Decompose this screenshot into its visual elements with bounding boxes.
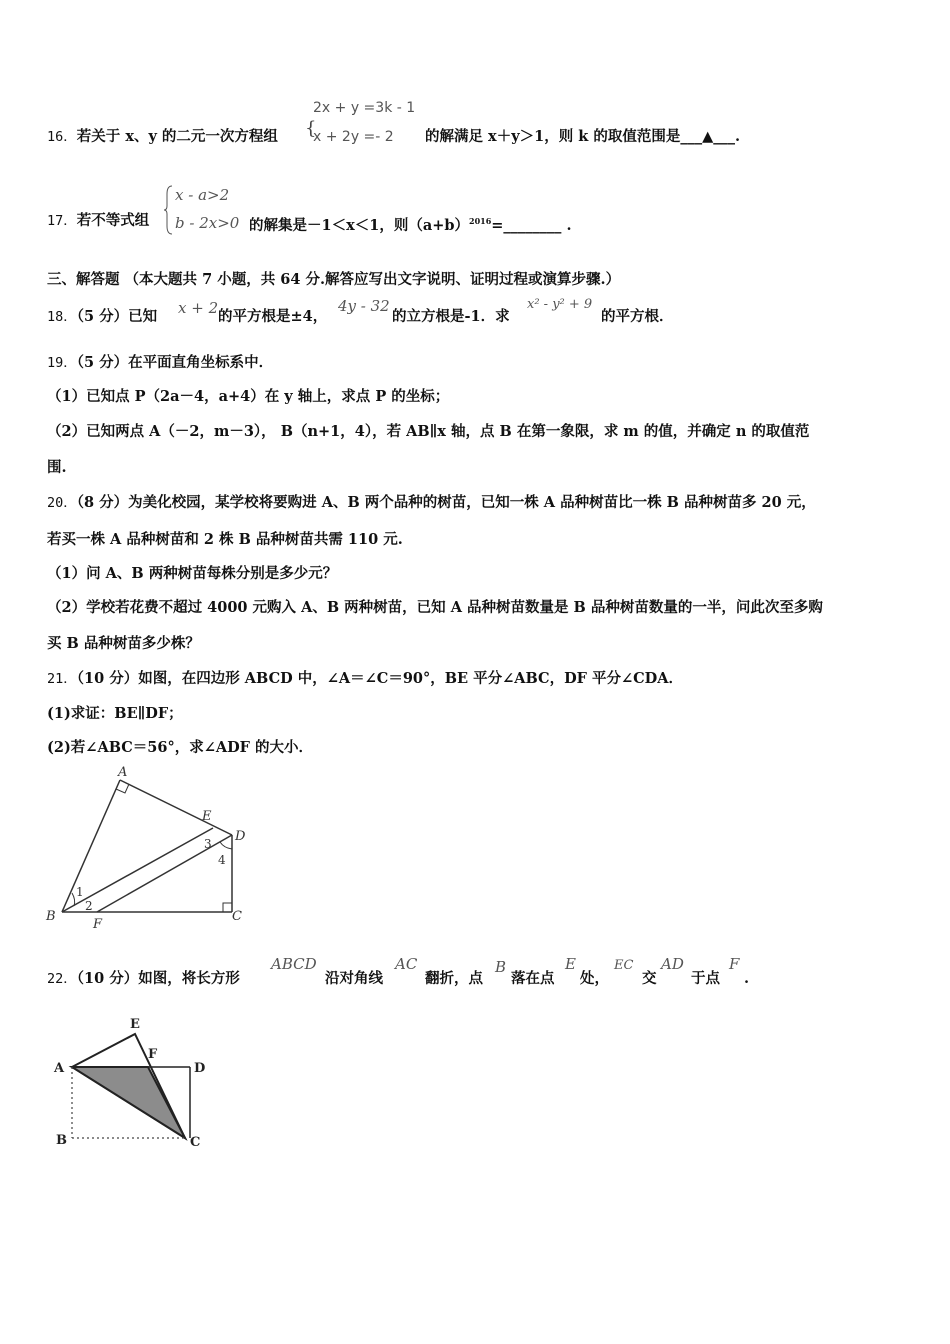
- q17-sup: 2016: [469, 216, 492, 226]
- q22-label-a: A: [54, 1061, 65, 1076]
- question-20: [47, 493, 816, 513]
- q17-eq2: b - 2x>0: [175, 214, 240, 232]
- q22-t5: 交: [642, 970, 657, 987]
- q21-label-d: D: [235, 829, 246, 844]
- q22-math-f: F: [729, 955, 740, 973]
- q20-line1: （8 分）为美化校园，某学校将要购进 A、B 两个品种的树苗，已知一株 A 品种树苗比一株 B 品种树苗多 20 元，: [76, 494, 816, 511]
- q18-t3: 的平方根．: [601, 308, 674, 325]
- q21-right-angle-c: [223, 903, 232, 912]
- q22-end: .: [744, 970, 750, 987]
- q16-eq1: 2x + y =3k - 1: [313, 100, 416, 116]
- q21-angle-arc-d: [220, 842, 232, 849]
- q18-number: 18．: [47, 309, 77, 325]
- q16-number: 16．: [47, 129, 77, 145]
- q22-math-ec: EC: [614, 958, 634, 973]
- question-18: [47, 307, 157, 327]
- q21-label-1: 1: [76, 885, 84, 899]
- q17-post-line: [249, 211, 572, 236]
- q20-line2: 若买一株 A 品种树苗和 2 株 B 品种树苗共需 110 元.: [47, 531, 403, 548]
- q21-label-e: E: [202, 809, 212, 824]
- q22-number: 22．: [47, 971, 77, 987]
- q18-score: （5 分）已知: [76, 308, 158, 325]
- q17-brace: [164, 184, 174, 236]
- q22-figure: [50, 1012, 220, 1152]
- q22-math-abcd: ABCD: [271, 955, 317, 973]
- q21-figure: [40, 762, 260, 932]
- q22-label-e: E: [130, 1017, 140, 1032]
- q19-number: 19．: [47, 355, 77, 371]
- q19-head: （5 分）在平面直角坐标系中．: [76, 354, 274, 371]
- q19-part2: （2）已知两点 A（－2，m－3）， B（n+1，4），若 AB∥x 轴，点 B 在第一象限，求 m 的值，并确定 n 的取值范: [47, 423, 810, 440]
- q21-label-c: C: [232, 909, 242, 924]
- q18-expr2: 4y - 32: [338, 297, 390, 315]
- q16-end: .: [735, 128, 741, 145]
- q16-blank: ___▲___: [680, 128, 736, 145]
- q21-angle-arc-1: [72, 893, 75, 906]
- q22-label-c: C: [190, 1135, 201, 1150]
- q21-label-f: F: [93, 917, 103, 932]
- q16-pre: 若关于 x、y 的二元一次方程组: [76, 128, 278, 145]
- q17-pre: 若不等式组: [76, 212, 150, 229]
- q16-post: 的解满足 x＋y＞1，则 k 的取值范围是: [425, 128, 681, 145]
- q21-part2: (2)若∠ABC＝56°，求∠ADF 的大小．: [47, 739, 314, 756]
- q22-t4: 处，: [580, 970, 609, 987]
- question-21: [47, 669, 683, 689]
- q21-label-2: 2: [85, 899, 93, 913]
- q22-t1: 沿对角线: [325, 970, 383, 987]
- q17-post: 的解集是－1＜x＜1，则（a+b）: [249, 216, 470, 234]
- q22-score: （10 分）如图，将长方形: [76, 970, 240, 987]
- q18-expr3: x² - y² + 9: [527, 297, 593, 312]
- q22-label-d: D: [194, 1061, 206, 1076]
- q20-part2-cont: 买 B 品种树苗多少株？: [47, 635, 200, 652]
- q22-label-f: F: [148, 1047, 158, 1062]
- q21-line-df: [97, 835, 232, 912]
- q21-label-3: 3: [204, 837, 212, 851]
- question-19: [47, 353, 273, 373]
- q21-label-b: B: [46, 909, 56, 924]
- q21-label-a: A: [118, 765, 128, 780]
- q21-part1: (1)求证：BE∥DF；: [47, 705, 183, 722]
- q16-eq2: x + 2y =- 2: [313, 129, 394, 145]
- q19-part2-cont: 围.: [47, 459, 67, 476]
- question-16: [47, 127, 278, 147]
- q21-head: （10 分）如图，在四边形 ABCD 中，∠A＝∠C＝90°，BE 平分∠ABC，DF 平分∠CDA．: [76, 670, 683, 687]
- q17-eq1: x - a>2: [175, 186, 230, 204]
- q18-t2: 的立方根是-1．求: [392, 308, 510, 325]
- q22-math-ac: AC: [395, 955, 418, 973]
- q22-math-e: E: [565, 955, 576, 973]
- q16-post-line: [425, 127, 740, 147]
- q22-math-b: B: [495, 958, 507, 976]
- q21-edge-ad: [120, 780, 232, 835]
- q18-t1: 的平方根是±4，: [218, 308, 328, 325]
- q20-part1: （1）问 A、B 两种树苗每株分别是多少元？: [47, 565, 338, 582]
- q22-t2: 翻折，点: [425, 970, 483, 987]
- q19-part1: （1）已知点 P（2a－4，a+4）在 y 轴上，求点 P 的坐标；: [47, 388, 450, 405]
- q16-brace: {: [305, 118, 317, 139]
- q21-number: 21．: [47, 671, 77, 687]
- q17-number: 17．: [47, 213, 77, 229]
- q18-expr1: x + 2: [178, 299, 219, 317]
- q17-post2: =________ .: [491, 216, 572, 234]
- q22-label-b: B: [56, 1133, 67, 1148]
- q22-t6: 于点: [691, 970, 720, 987]
- q21-label-4: 4: [218, 853, 226, 867]
- q20-number: 20．: [47, 495, 77, 511]
- question-22: [47, 969, 240, 989]
- q20-part2: （2）学校若花费不超过 4000 元购入 A、B 两种树苗，已知 A 品种树苗数量是 B 品种树苗数量的一半，问此次至多购: [47, 599, 823, 616]
- q21-edge-ab: [62, 780, 120, 912]
- section-3-title: 三、解答题 （本大题共 7 小题，共 64 分.解答应写出文字说明、证明过程或演算步骤.）: [47, 271, 621, 288]
- question-17: [47, 211, 149, 231]
- q22-math-ad: AD: [661, 955, 684, 973]
- q22-t3: 落在点: [511, 970, 555, 987]
